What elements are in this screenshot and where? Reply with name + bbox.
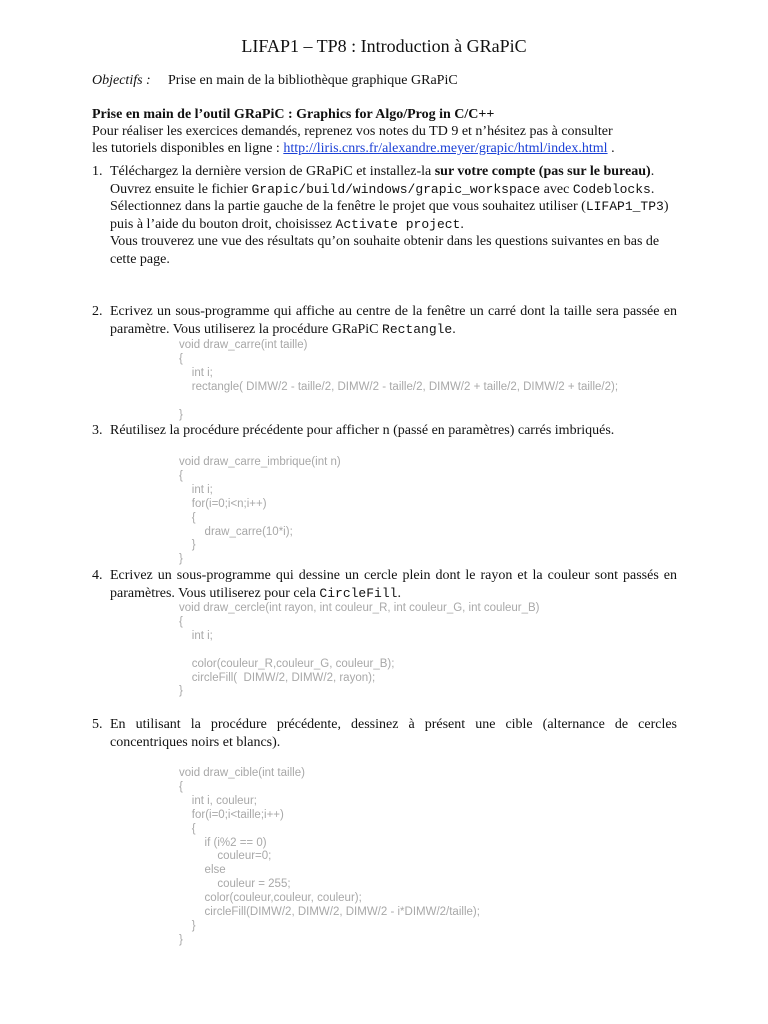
exercise-1-end: . xyxy=(650,164,655,179)
exercise-1-p2-end3: . xyxy=(460,216,464,232)
exercise-4-number: 4. xyxy=(92,568,103,583)
exercise-3-text: Réutilisez la procédure précédente pour afficher n (passé en paramètres) carrés imbriqués. xyxy=(110,423,615,438)
intro-heading: Prise en main de l’outil GRaPiC : Graphics for Algo/Prog in C/C++ xyxy=(92,107,495,122)
activate-project-code: Activate project xyxy=(335,216,461,232)
exercise-1-p1 xyxy=(110,163,677,181)
page-title: LIFAP1 – TP8 : Introduction à GRaPiC xyxy=(241,36,527,56)
exercise-2-end: . xyxy=(452,321,456,337)
rectangle-code: Rectangle xyxy=(382,321,453,337)
exercise-1-p2-text: Ouvrez ensuite le fichier xyxy=(110,181,252,197)
workspace-path-code: Grapic/build/windows/grapic_workspace xyxy=(251,181,541,197)
intro-line-2 xyxy=(92,140,682,157)
code-draw-carre-imbrique: void draw_carre_imbrique(int n) { int i; for(i=0;i<n;i++) { draw_carre(10*i); } } xyxy=(179,456,341,566)
exercise-1-p2-mid: avec xyxy=(540,181,573,197)
exercise-2-number: 2. xyxy=(92,304,103,319)
exercise-4-end: . xyxy=(397,585,401,601)
exercise-5 xyxy=(92,716,677,751)
exercise-1-p3: Vous trouverez une vue des résultats qu’on souhaite obtenir dans les questions suivantes en bas de cette page. xyxy=(110,234,660,267)
exercise-1-text: Téléchargez la dernière version de GRaPiC et installez-la xyxy=(110,164,435,179)
objectives-line xyxy=(92,73,458,89)
objectives-text: Prise en main de la bibliothèque graphique GRaPiC xyxy=(168,73,458,88)
code-draw-cible: void draw_cible(int taille) { int i, couleur; for(i=0;i<taille;i++) { if (i%2 == 0) couleur=0; else couleur = 255; color(couleur,couleur, couleur); circleFill(DIMW/2, DIMW/2, DIMW/2 - i*DIMW/2/taille); } } xyxy=(179,767,480,946)
codeblocks-code: Codeblocks xyxy=(572,181,651,197)
exercise-4-text: Ecrivez un sous-programme qui dessine un cercle plein dont le rayon et la couleur sont passés en paramètres. Vous utiliserez pour cela xyxy=(110,568,677,601)
exercise-2-text: Ecrivez un sous-programme qui affiche au centre de la fenêtre un carré dont la taille sera passée en paramètre. Vous utiliserez la procédure GRaPiC xyxy=(110,304,677,337)
exercise-2 xyxy=(92,303,677,338)
tutorial-link[interactable]: http://liris.cnrs.fr/alexandre.meyer/grapic/html/index.html xyxy=(283,141,608,156)
intro-line-2-end: . xyxy=(607,141,615,156)
exercise-5-text: En utilisant la procédure précédente, dessinez à présent une cible (alternance de cercles concentriques noirs et blancs). xyxy=(110,717,677,750)
exercise-1-number: 1. xyxy=(92,164,103,179)
intro-line-2-text: les tutoriels disponibles en ligne : xyxy=(92,141,284,156)
intro-section xyxy=(92,106,682,157)
exercise-1-p2 xyxy=(110,181,677,234)
exercise-5-number: 5. xyxy=(92,717,103,732)
project-name-code: LIFAP1_TP3 xyxy=(585,199,664,214)
exercise-1-p2-end: . Sélectionnez dans la partie gauche de la fenêtre le projet que vous souhaitez utiliser ( xyxy=(110,181,655,214)
code-draw-cercle: void draw_cercle(int rayon, int couleur_R, int couleur_G, int couleur_B) { int i; color(couleur_R,couleur_G, couleur_B); circleFill( DIMW/2, DIMW/2, rayon); } xyxy=(179,602,540,698)
exercise-4 xyxy=(92,567,677,602)
exercise-1 xyxy=(92,163,677,268)
exercise-3 xyxy=(92,422,677,440)
code-draw-carre: void draw_carre(int taille) { int i; rectangle( DIMW/2 - taille/2, DIMW/2 - taille/2, DIMW/2 + taille/2, DIMW/2 + taille/2); } xyxy=(179,339,619,421)
exercise-1-p2-end2: ) puis à l’aide du bouton droit, choisissez xyxy=(110,199,669,232)
circlefill-code: CircleFill xyxy=(319,585,398,601)
exercise-3-number: 3. xyxy=(92,423,103,438)
exercise-1-bold: sur votre compte (pas sur le bureau) xyxy=(434,164,651,179)
intro-line-1: Pour réaliser les exercices demandés, reprenez vos notes du TD 9 et n’hésitez pas à consulter xyxy=(92,124,613,139)
objectives-label: Objectifs : xyxy=(92,73,151,88)
